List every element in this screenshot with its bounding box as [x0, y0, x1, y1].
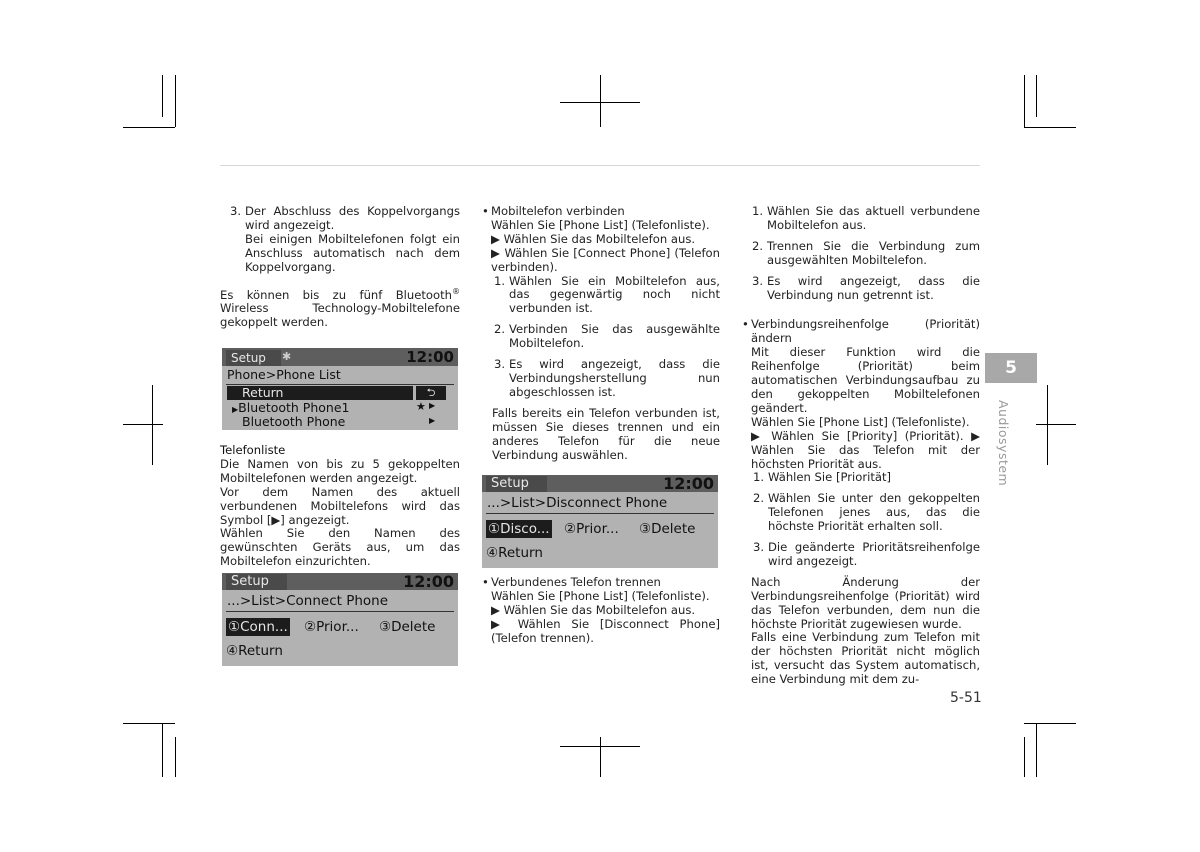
bullet-line: Wählen Sie [Phone List] (Telefonliste).: [491, 217, 710, 232]
option-delete[interactable]: ③Delete: [379, 619, 436, 635]
bullet-disconnect-phone: • Verbundenes Telefon trennen Wählen Sie [Phone List] (Telefonliste). ▶ Wählen Sie das Mobiltelefon aus. ▶ Wählen Sie [Disconnect Phone] (Telefon trennen).: [482, 575, 720, 645]
screen-clock: 12:00: [663, 475, 714, 493]
priority-star-icon: ★: [416, 400, 426, 413]
screen-tab-setup: Setup: [226, 574, 287, 590]
bullet-connect-phone: • Mobiltelefon verbinden Wählen Sie [Phone List] (Telefonliste). ▶ Wählen Sie das Mobiltelefon aus. ▶ Wählen Sie [Connect Phone] (Telefon verbinden).: [482, 204, 720, 274]
column-3: [742, 205, 980, 687]
page-number: 5-51: [950, 690, 982, 706]
chevron-right-icon: ▶: [429, 416, 436, 425]
connected-arrow-icon: ▶: [232, 405, 239, 414]
step-text-note: Bei einigen Mobiltelefonen folgt ein Anschluss automatisch nach dem Koppelvorgang.: [245, 231, 460, 274]
phone-list-para-1: Die Namen von bis zu 5 gekoppelten Mobiltelefonen werden angezeigt.: [220, 456, 460, 485]
bullet-line: ▶ Wählen Sie das Mobiltelefon aus.: [491, 231, 696, 246]
connect-phone-screen: [222, 573, 458, 666]
screen-clock: 12:00: [403, 573, 454, 591]
bullet-priority: • Verbindungsreihenfolge (Priorität) ändern Mit dieser Funktion wird die Reihenfolge (Priorität) beim automatischen Verbindungsaufbau zu den gekoppelten Mobiltelefonen geändert. Wählen Sie [Phone List] (Telefonliste). ▶ Wählen Sie [Priority] (Priorität). ▶ Wählen Sie das Telefon mit der höchsten Priorität aus. 1. Wählen Sie [Priorität] 2. Wählen Sie unter den gekoppelten Telefonen jenes aus, das die höchste Priorität erhalten soll. 3. Die geänderte Prioritätsreihenfolge wird angezeigt. Nach Änderung der Verbindungsreihenfolge (Priorität) wird das Telefon verbunden, dem nun die höchste Priorität zugewiesen wurde. Falls eine Verbindung zum Telefon mit der höchsten Priorität nicht möglich ist, versucht das System automatisch, eine Verbindung mit dem zu-: [742, 317, 980, 687]
column-1: [220, 205, 460, 330]
chevron-right-icon: ▶: [429, 401, 436, 410]
paragraph: Mit dieser Funktion wird die Reihenfolge (Priorität) beim automatischen Verbindungsaufbau zu den gekoppelten Mobiltelefonen geändert.: [751, 345, 980, 415]
bullet-title: Verbindungsreihenfolge (Priorität): [751, 317, 980, 332]
option-delete[interactable]: ③Delete: [639, 521, 696, 537]
menu-item-return-label: Return: [242, 385, 284, 400]
step-number: 3.: [230, 204, 242, 218]
step-item: 1. Wählen Sie ein Mobiltelefon aus, das gegenwärtig noch nicht verbunden ist.: [494, 273, 720, 316]
option-priority[interactable]: ②Prior...: [564, 521, 619, 537]
screen-tab-setup: Setup: [486, 476, 547, 492]
paragraph: Nach Änderung der Verbindungsreihenfolge (Priorität) wird das Telefon verbunden, dem nun die höchste Priorität zugewiesen wurde.: [751, 574, 980, 631]
option-disconnect[interactable]: ①Disco...: [488, 521, 550, 537]
step-item: 1. Wählen Sie [Priorität]: [753, 470, 892, 485]
chapter-tab: 5: [985, 353, 1037, 383]
bullet-line: ▶ Wählen Sie [Connect Phone] (Telefon verbinden).: [491, 245, 720, 274]
chapter-label: Audiosystem: [996, 400, 1011, 487]
bullet-line: Wählen Sie [Phone List] (Telefonliste).: [491, 588, 710, 603]
step-item: 3. Die geänderte Prioritätsreihenfolge wird angezeigt.: [753, 540, 980, 568]
phone-list-screen: [222, 348, 458, 430]
step-item: 3. Es wird angezeigt, dass die Verbindungsherstellung nun abgeschlossen ist.: [494, 357, 720, 399]
section-heading: Telefonliste: [220, 443, 286, 457]
step-item: 1. Wählen Sie das aktuell verbundene Mobiltelefon aus.: [752, 204, 980, 232]
screen-breadcrumb: Phone>Phone List: [227, 367, 341, 382]
step-3: [220, 205, 460, 275]
bullet-title: Verbundenes Telefon trennen: [491, 575, 661, 589]
phone-list-para-3: Wählen Sie den Namen des gewünschten Geräts aus, um das Mobiltelefon einzurichten.: [220, 526, 460, 569]
step-item: 2. Verbinden Sie das ausgewählte Mobiltelefon.: [494, 322, 720, 351]
bullet-line: ▶ Wählen Sie das Mobiltelefon aus.: [491, 602, 696, 617]
column-2: [482, 205, 720, 462]
header-rule: [220, 165, 980, 166]
step-item: 2. Wählen Sie unter den gekoppelten Telefonen jenes aus, das die höchste Priorität erhalten soll.: [753, 491, 980, 534]
bullet-line: ▶ Wählen Sie [Disconnect Phone] (Telefon trennen).: [491, 616, 720, 645]
option-connect[interactable]: ①Conn...: [228, 619, 288, 635]
step-item: 2. Trennen Sie die Verbindung zum ausgewählten Mobiltelefon.: [752, 238, 980, 267]
disconnect-phone-screen: [482, 475, 718, 568]
bluetooth-icon: ✱: [282, 350, 292, 363]
phone-list-para-2: Vor dem Namen des aktuell verbundenen Mobiltelefons wird das Symbol [▶] angezeigt.: [220, 484, 460, 527]
option-return[interactable]: ④Return: [486, 545, 543, 561]
screen-tab-setup: Setup: [226, 350, 281, 366]
paragraph: ▶ Wählen Sie [Priority] (Priorität). ▶ Wählen Sie das Telefon mit der höchsten Priorität aus.: [751, 428, 980, 471]
step-text: Der Abschluss des Koppelvorgangs wird angezeigt.: [245, 204, 460, 232]
option-priority[interactable]: ②Prior...: [304, 619, 359, 635]
column-2-lower: [482, 576, 720, 646]
screen-clock: 12:00: [406, 348, 454, 366]
screen-breadcrumb: ...>List>Disconnect Phone: [487, 495, 668, 511]
screen-breadcrumb: ...>List>Connect Phone: [227, 593, 389, 609]
menu-item-phone-2[interactable]: Bluetooth Phone: [242, 414, 346, 429]
bullet-title-cont: ändern: [751, 331, 792, 346]
paragraph: Wählen Sie [Phone List] (Telefonliste).: [751, 414, 970, 429]
bullet-title: Mobiltelefon verbinden: [491, 204, 625, 218]
option-return[interactable]: ④Return: [226, 643, 283, 659]
bluetooth-paragraph: Es können bis zu fünf Bluetooth® Wireless Technology-Mobiltelefone gekoppelt werden.: [220, 286, 460, 330]
return-icon[interactable]: ⮌: [416, 386, 446, 400]
paragraph: Falls eine Verbindung zum Telefon mit der höchsten Priorität nicht möglich ist, versucht das System automatisch, eine Verbindung mit dem zu-: [751, 630, 980, 687]
step-item: 3. Es wird angezeigt, dass die Verbindung nun getrennt ist.: [752, 273, 980, 302]
column-1-lower: [220, 444, 460, 569]
paragraph: Falls bereits ein Telefon verbunden ist, müssen Sie dieses trennen und ein anderes Telefon für die neue Verbindung auswählen.: [492, 405, 720, 462]
menu-item-phone-1[interactable]: ▶Bluetooth Phone1: [232, 400, 350, 415]
